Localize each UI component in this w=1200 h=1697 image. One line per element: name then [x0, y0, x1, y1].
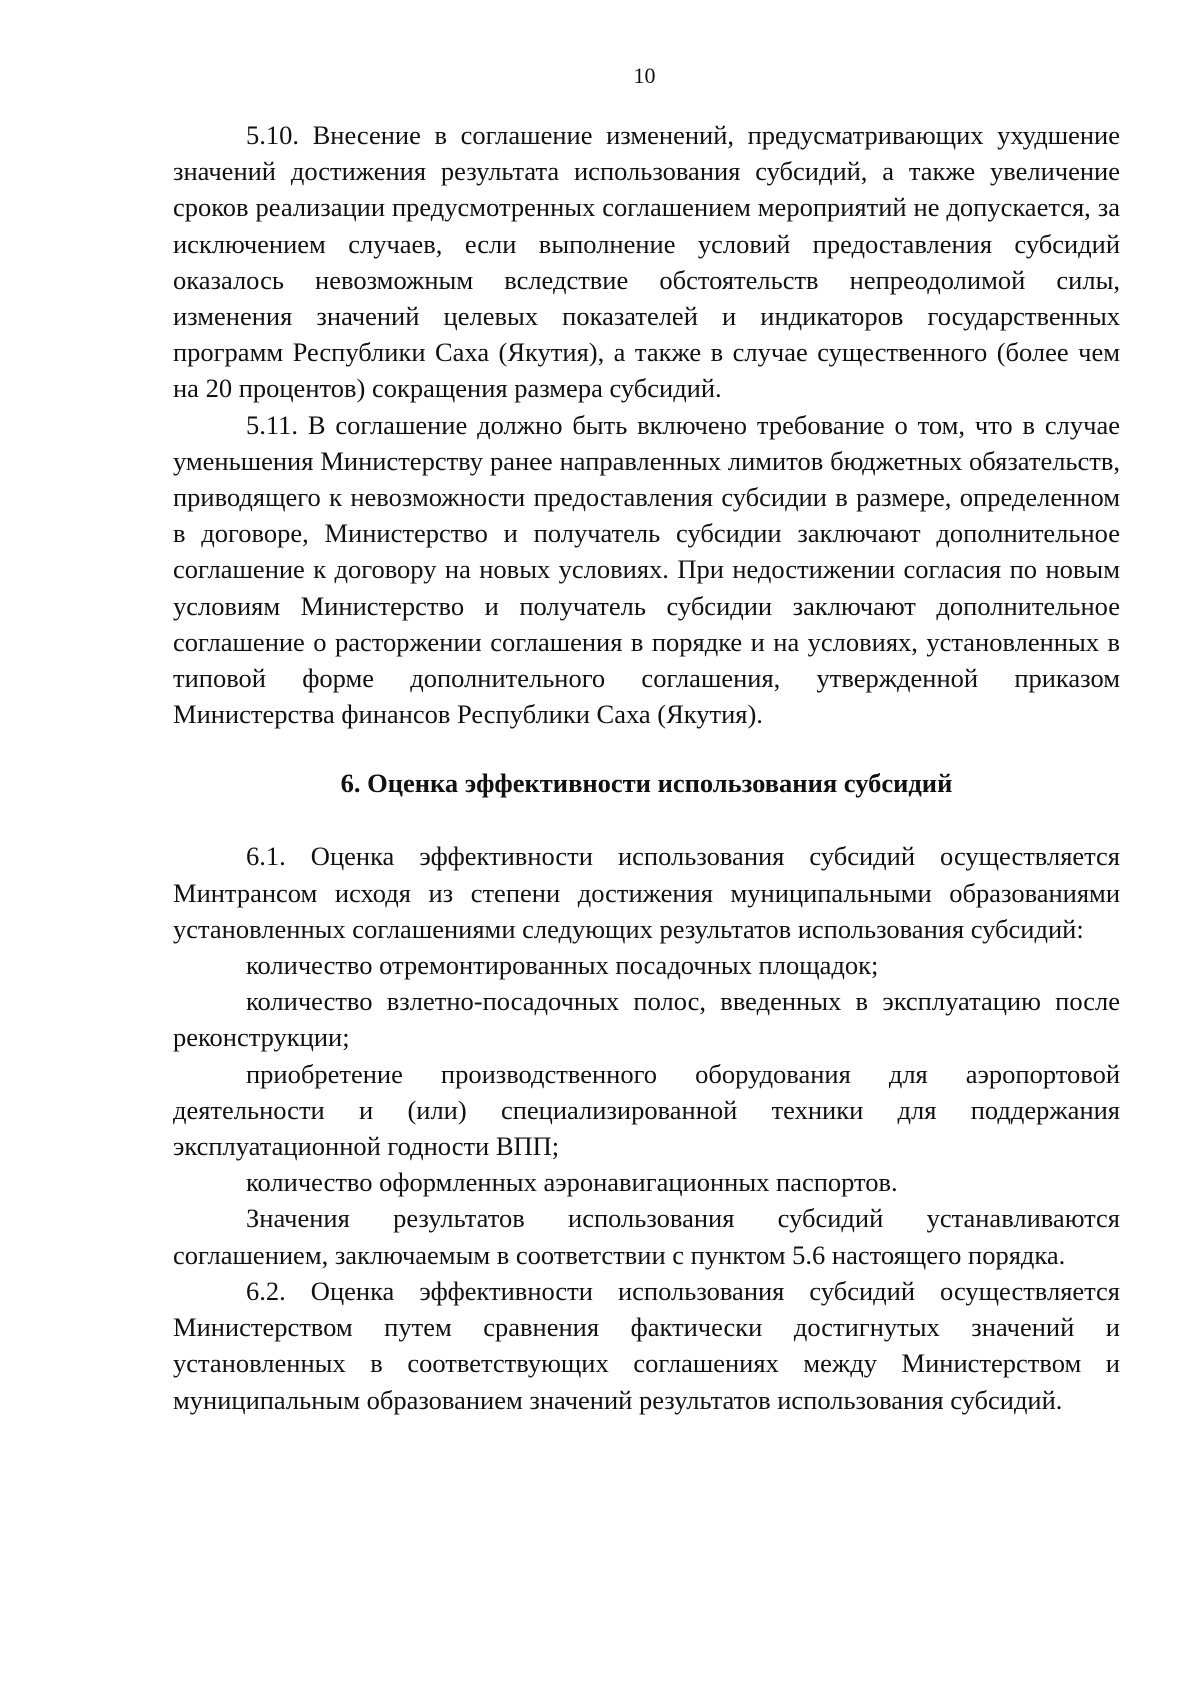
paragraph-5-11: 5.11. В соглашение должно быть включено требование о том, что в случае уменьшения Министерству ранее направленных лимитов бюджетных обязательств, приводящего к невозможности предоставления субсидии в размере, определенном в договоре, Министерство и получатель субсидии заключают дополнительное соглашение к договору на новых условиях. При недостижении согласия по новым условиям Министерство и получатель субсидии заключают дополнительное соглашение о расторжении соглашения в порядке и на условиях, установленных в типовой форме дополнительного соглашения, утвержденной приказом Министерства финансов Республики Саха (Якутия). — [173, 409, 1120, 730]
document-body — [173, 117, 1120, 1418]
paragraph-6-2: 6.2. Оценка эффективности использования субсидий осуществляется Министерством путем сравнения фактически достигнутых значений и установленных в соответствующих соглашениях между Министерством и муниципальным образованием значений результатов использования субсидий. — [173, 1275, 1120, 1415]
paragraph-result-values: Значения результатов использования субсидий устанавливаются соглашением, заключаемым в соответствии с пунктом 5.6 настоящего порядка. — [173, 1203, 1120, 1270]
list-item-passports: количество оформленных аэронавигационных паспортов. — [246, 1167, 898, 1198]
paragraph-5-10: 5.10. Внесение в соглашение изменений, предусматривающих ухудшение значений достижения результата использования субсидий, а также увеличение сроков реализации предусмотренных соглашением мероприятий не допускается, за исключением случаев, если выполнение условий предоставления субсидий оказалось невозможным вследствие обстоятельств непреодолимой силы, изменения значений целевых показателей и индикаторов государственных программ Республики Саха (Якутия), а также в случае существенного (более чем на 20 процентов) сокращения размера субсидий. — [173, 120, 1120, 404]
list-item-landing-sites: количество отремонтированных посадочных площадок; — [246, 950, 879, 981]
list-item-runways: количество взлетно-посадочных полос, введенных в эксплуатацию после реконструкции; — [173, 986, 1120, 1053]
page-number: 10 — [633, 63, 656, 88]
paragraph-6-1: 6.1. Оценка эффективности использования субсидий осуществляется Минтрансом исходя из степени достижения муниципальными образованиями установленных соглашениями следующих результатов использования субсидий: — [173, 841, 1120, 944]
list-item-equipment: приобретение производственного оборудования для аэропортовой деятельности и (или) специализированной техники для поддержания эксплуатационной годности ВПП; — [173, 1058, 1120, 1162]
section-heading: 6. Оценка эффективности использования субсидий — [340, 768, 953, 799]
